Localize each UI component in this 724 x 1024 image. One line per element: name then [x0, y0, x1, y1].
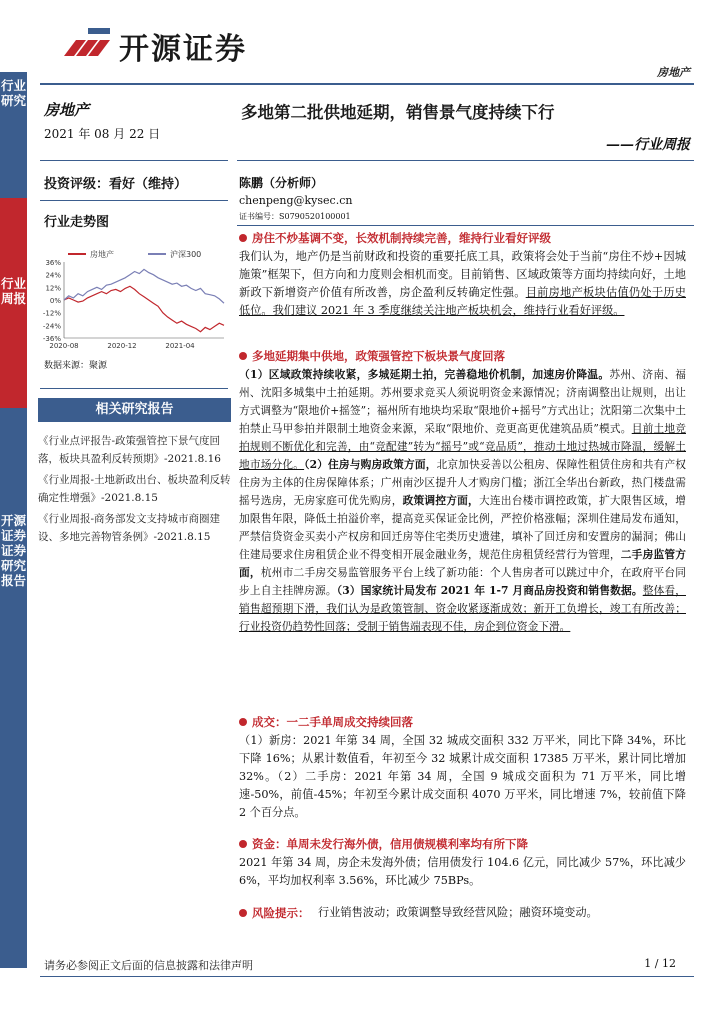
section-heading: 资金：单周未发行海外债，信用债规模利率均有所下降 [239, 836, 528, 852]
bullet-icon [239, 352, 247, 360]
bullet-icon [239, 909, 247, 917]
x-tick-label: 2020-08 [49, 342, 79, 350]
section-body: 2021 年第 34 周，房企未发海外债；信用债发行 104.6 亿元，同比减少 57%，环比减少 6%，平均加权利率 3.56%，环比减少 75BPs。 [239, 856, 686, 887]
side-tab-firm [0, 408, 27, 968]
report-title: 多地第二批供地延期，销售景气度持续下行 [241, 103, 555, 122]
y-tick-label: 0% [49, 297, 61, 305]
related-reports-header: 相关研究报告 [38, 398, 231, 422]
related-reports-list [38, 432, 234, 549]
divider [237, 160, 694, 161]
footer-disclaimer: 请务必参阅正文后面的信息披露和法律声明 [44, 959, 253, 972]
trend-chart-title: 行业走势图 [44, 215, 110, 230]
section-heading: 房住不炒基调不变，长效机制持续完善，维持行业看好评级 [239, 230, 551, 246]
divider [40, 388, 228, 389]
bullet-icon [239, 234, 247, 242]
industry-tag: 房地产 [657, 66, 690, 79]
divider [40, 160, 228, 161]
brand-name: 开源证券 [119, 32, 247, 67]
report-date: 2021 年 08 月 22 日 [44, 127, 161, 141]
bullet-icon [239, 840, 247, 848]
investment-rating: 投资评级：看好（维持） [44, 177, 188, 192]
related-report-link[interactable]: 《行业周报-土地新政出台、板块盈利反转确定性增强》-2021.8.15 [38, 474, 231, 504]
data-source: 数据来源：聚源 [44, 361, 108, 371]
section-heading: 多地延期集中供地，政策强管控下板块景气度回落 [239, 348, 505, 364]
side-tab-label: 行业周报 [0, 276, 26, 306]
page-number: 1 / 12 [644, 957, 676, 970]
side-tab-research [0, 72, 27, 198]
analyst-name: 陈鹏（分析师） [239, 176, 324, 190]
header-rule [40, 83, 694, 85]
divider [40, 200, 228, 201]
y-tick-label: -24% [42, 322, 61, 331]
section-body: 我们认为，地产仍是当前财政和投资的重要托底工具，政策将会处于当前“房住不炒+因城施策”框架下，但方向和力度则会相机而变。目前销售、区域政策等方面均持续向好，土地新政下新增资产价值有所改善，房企盈利反转确定性强。目前房地产板块估值仍处于历史低位。我们建议 2021 年 3 季度继续关注地产板块机会，维持行业看好评级。 [239, 250, 686, 317]
report-subtitle: ——行业周报 [606, 137, 690, 153]
side-tab-report [0, 198, 27, 408]
y-tick-label: 12% [45, 284, 61, 293]
analyst-email[interactable]: chenpeng@kysec.cn [239, 194, 353, 207]
related-report-link[interactable]: 《行业点评报告-政策强管控下景气度回落，板块具盈利反转预期》-2021.8.16 [38, 435, 221, 465]
y-tick-label: -36% [42, 335, 61, 343]
y-tick-label: 24% [45, 271, 61, 280]
y-tick-label: -12% [42, 309, 61, 318]
brand-logo-icon [62, 22, 116, 62]
footer-rule [40, 976, 694, 977]
bullet-icon [239, 718, 247, 726]
y-tick-label: 36% [45, 259, 61, 267]
side-tab-label: 开源证券 证券研究报告 [0, 513, 26, 588]
divider [237, 225, 694, 226]
related-report-link[interactable]: 《行业周报-商务部发文支持城市商圈建设、多地完善物管条例》-2021.8.15 [38, 513, 221, 543]
industry-title: 房地产 [44, 101, 90, 119]
analyst-cert: 证书编号：S0790520100001 [239, 212, 351, 221]
side-tab-label: 行业研究 [0, 78, 26, 108]
legend-label: 沪深300 [170, 250, 202, 259]
risk-heading: 风险提示： [239, 905, 310, 921]
risk-body: 行业销售波动；政策调整导致经营风险；融资环境变动。 [318, 906, 598, 919]
x-tick-label: 2020-12 [107, 342, 137, 350]
section-body: （1）新房：2021 年第 34 周，全国 32 城成交面积 332 万平米，同比下降 34%，环比下降 16%；从累计数值看，年初至今 32 城累计成交面积 17385 万平米，累计同比增加 32%。（2）二手房：2021 年第 34 周，全国 9 城成交面积为 71 万平米，同比增速-50%，前值-45%；年初至今累计成交面积 4070 万平米，同比增速 7%，较前值下降 2 个百分点。 [239, 734, 686, 819]
legend-label: 房地产 [90, 250, 114, 259]
series-line [64, 286, 224, 331]
section-body: （1）区域政策持续收紧，多城延期土拍，完善稳地价机制，加速房价降温。苏州、济南、福州、沈阳多城集中土拍延期。苏州要求竞买人须说明资金来源情况；济南调整出让规则，出让方式调整为“限地价+摇签”；福州所有地块均采取“限地价+摇号”方式出让；沈阳第二次集中土拍禁止马甲参拍并限制土地资金来源，采取“限地价、竞更高更优建筑品质”模式。目前土地竞拍规则不断优化和完善，由“竞配建”转为“摇号”或“竞品质”，推动土地过热城市降温，缓解土地市场分化。（2）住房与购房政策方面，北京加快妥善以公租房、保障性租赁住房和共有产权住房为主体的住房保障体系；广州南沙区提升人才购房门槛；浙江全华出台新政，热门楼盘需摇号选房，无房家庭可优先购房，政策调控方面，大连出台楼市调控政策，扩大限售区域，增加限售年限，降低土拍溢价率，提高竞买保证金比例，严控价格涨幅；深圳住建局发布通知，严禁信贷资金买卖小产权房和回迁房等住宅类历史遗建，填补了回迁房和安置房的漏洞；佛山住建局要求住房租赁企业不得变相开展金融业务，规范住房租赁经营行为管理，二手房监管方面，杭州市二手房交易监管服务平台上线了新功能：个人售房者可以跳过中介，在政府平台同步上自主挂牌房源。（3）国家统计局发布 2021 年 1-7 月商品房投资和销售数据。整体看，销售超预期下滑，我们认为是政策管制、资金收紧逐渐成效；新开工负增长，竣工有所改善；行业投资仍趋势性回落；受制于销售端表现不佳，房企到位资金下滑。 [239, 368, 686, 633]
trend-chart [38, 240, 230, 352]
section-heading: 成交：一二手单周成交持续回落 [239, 714, 413, 730]
x-tick-label: 2021-04 [165, 342, 195, 350]
